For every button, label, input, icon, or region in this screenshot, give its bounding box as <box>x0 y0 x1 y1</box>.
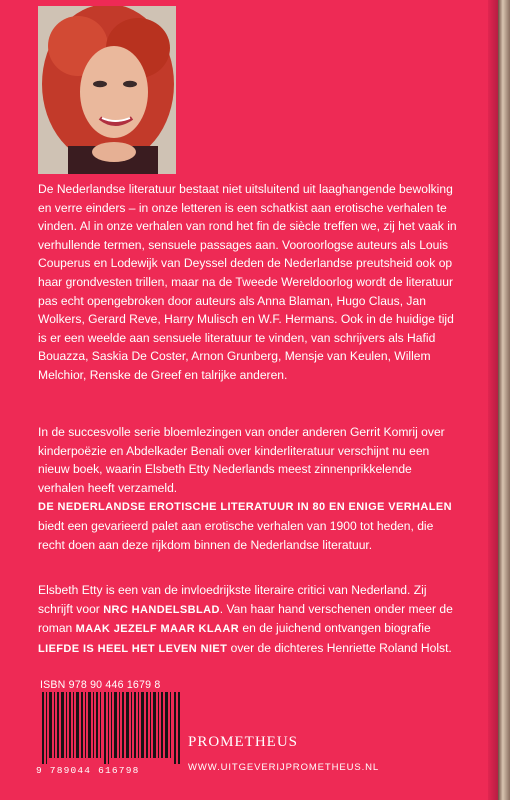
author-photo <box>38 6 176 174</box>
description-text: De Nederlandse literatuur bestaat niet uitsluitend uit laaghangende bewolking en verre einders – in onze letteren is een schatkist aan erotische verhalen te vinden. Al in onze verhalen van rond het fin de siècle treffen we, zij het vaak in verhullende termen, sensuele passages aan. Vooroorlogse auteurs als Louis Couperus en Lodewijk van Deyssel deden de Nederlandse preutsheid ook op haar grondvesten trillen, maar na de Tweede Wereldoorlog wordt de literatuur pas echt opengebroken door auteurs als Anna Blaman, Hugo Claus, Jan Wolkers, Gerard Reve, Harry Mulisch en W.F. Hermans. Ook in de huidige tijd is er een weelde aan sensuele literatuur te vinden, van schrijvers als Hafid Bouazza, Saskia De Coster, Arnon Grunberg, Mensje van Keulen, Willem Melchior, Renske de Greef en talrijke anderen. <box>38 182 457 382</box>
series-text-continued: biedt een gevarieerd palet aan erotische verhalen van 1900 tot heden, die recht doen aan deze rijkdom binnen de Nederlandse literatuur. <box>38 518 434 552</box>
author-portrait-icon <box>38 6 176 174</box>
book-edge <box>498 0 510 800</box>
barcode-icon <box>40 692 182 764</box>
bio-text-3: en de juichend ontvangen biografie <box>239 621 431 636</box>
book-title: DE NEDERLANDSE EROTISCHE LITERATUUR IN 80 EN ENIGE VERHALEN <box>38 501 452 514</box>
spine-shadow <box>488 0 498 800</box>
bio-text-4: over de dichteres Henriette Roland Holst. <box>227 640 452 655</box>
series-text: In de succesvolle serie bloemlezingen van onder anderen Gerrit Komrij over kinderpoëzie en Abdelkader Benali over kinderliteratuur verschijnt nu een nieuw boek, waarin Elsbeth Etty Nederlands meest zinnenprikkelende verhalen heeft verzameld. <box>38 425 445 495</box>
barcode <box>40 692 182 764</box>
isbn-label: ISBN 978 90 446 1679 8 <box>40 679 161 691</box>
description-paragraph-2 <box>38 423 458 554</box>
publisher-url: WWW.UITGEVERIJPROMETHEUS.NL <box>188 762 380 773</box>
publisher-logo: PROMETHEUS <box>188 734 299 750</box>
author-bio <box>38 581 458 658</box>
description-paragraph-1 <box>38 180 458 385</box>
bio-text: Elsbeth Etty is een van de invloedrijkste literaire critici van Nederland. Zij schrijft voor <box>38 583 427 616</box>
barcode-digits: 9 789044 616798 <box>36 765 140 776</box>
novel-title: MAAK JEZELF MAAR KLAAR <box>75 623 240 636</box>
biography-title: LIEFDE IS HEEL HET LEVEN NIET <box>38 642 228 655</box>
bio-text-2: . Van haar hand verschenen onder meer de roman <box>38 601 453 636</box>
newspaper-name: NRC HANDELSBLAD <box>103 603 220 616</box>
